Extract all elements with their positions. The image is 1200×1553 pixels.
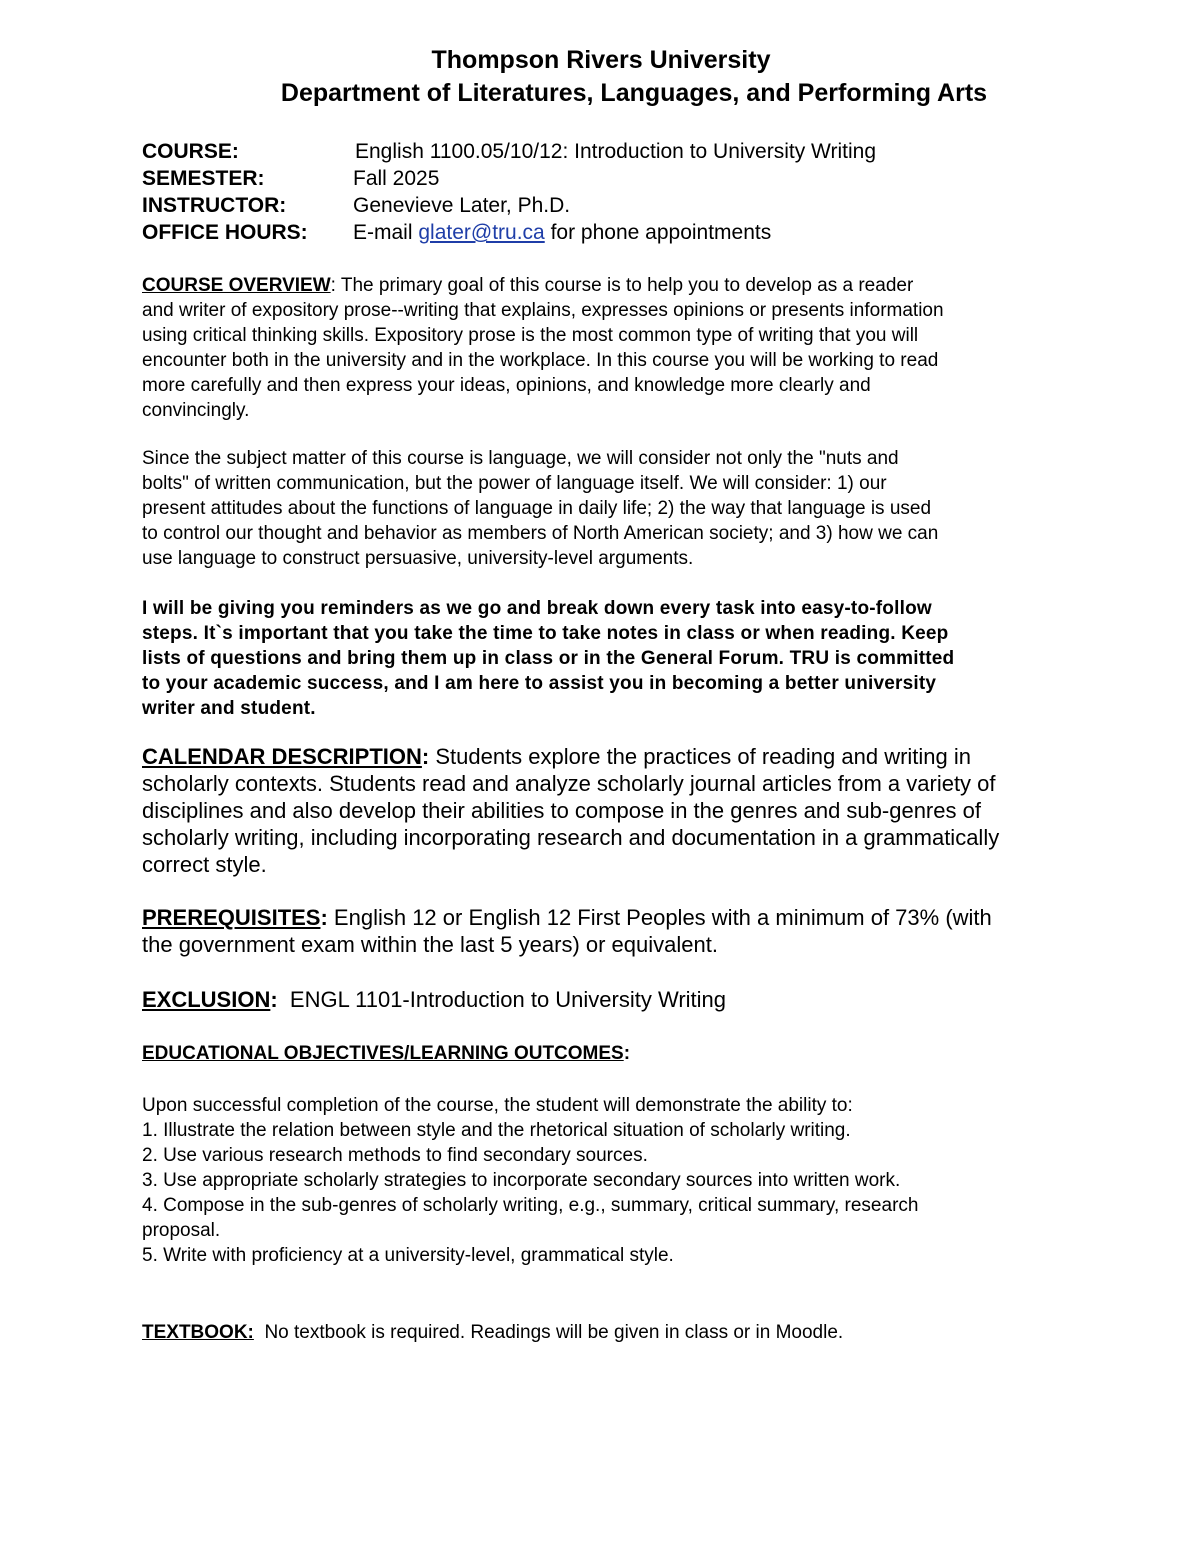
reminder-paragraph <box>142 596 1062 721</box>
list-item: 5. Write with proficiency at a university-level, grammatical style. <box>142 1245 674 1266</box>
instructor-value: Genevieve Later, Ph.D. <box>353 194 571 217</box>
paragraph-line: steps. It`s important that you take the time to take notes in class or when reading. Keep <box>142 623 949 644</box>
list-item: proposal. <box>142 1220 221 1241</box>
prerequisites-line: PREREQUISITES: English 12 or English 12 First Peoples with a minimum of 73% (with <box>142 905 992 930</box>
office-hours-label: OFFICE HOURS: <box>142 221 308 244</box>
office-hours-prefix: E-mail <box>353 221 413 244</box>
instructor-label: INSTRUCTOR: <box>142 194 287 217</box>
textbook-heading: TEXTBOOK: <box>142 1322 254 1343</box>
list-item: 1. Illustrate the relation between style and the rhetorical situation of scholarly writing. <box>142 1120 851 1141</box>
calendar-line: disciplines and also develop their abilities to compose in the genres and sub-genres of <box>142 798 981 823</box>
course-label: COURSE: <box>142 140 239 163</box>
overview-line: more carefully and then express your ideas, opinions, and knowledge more clearly and <box>142 375 871 396</box>
university-title: Thompson Rivers University <box>431 46 771 74</box>
list-item: 4. Compose in the sub-genres of scholarly writing, e.g., summary, critical summary, research <box>142 1195 919 1216</box>
exclusion-line: EXCLUSION: ENGL 1101-Introduction to University Writing <box>142 987 727 1012</box>
overview-line: convincingly. <box>142 400 250 421</box>
document-header <box>0 44 1200 110</box>
paragraph-line: writer and student. <box>142 698 316 719</box>
paragraph-line: Since the subject matter of this course is language, we will consider not only the "nuts and <box>142 448 899 469</box>
calendar-line: CALENDAR DESCRIPTION: Students explore the practices of reading and writing in <box>142 744 971 769</box>
paragraph-line: bolts" of written communication, but the power of language itself. We will consider: 1) our <box>142 473 887 494</box>
overview-heading: COURSE OVERVIEW <box>142 275 331 296</box>
course-value: English 1100.05/10/12: Introduction to University Writing <box>355 140 877 163</box>
overview-line: using critical thinking skills. Expository prose is the most common type of writing that you will <box>142 325 919 346</box>
textbook-text: No textbook is required. Readings will be given in class or in Moodle. <box>253 1322 844 1343</box>
paragraph-line: lists of questions and bring them up in class or in the General Forum. TRU is committed <box>142 648 955 669</box>
objectives-intro: Upon successful completion of the course, the student will demonstrate the ability to: <box>142 1095 853 1116</box>
semester-value: Fall 2025 <box>353 167 440 190</box>
paragraph-line: I will be giving you reminders as we go and break down every task into easy-to-follow <box>142 598 932 619</box>
office-hours-suffix: for phone appointments <box>550 221 772 244</box>
exclusion-heading: EXCLUSION <box>142 987 271 1012</box>
language-paragraph <box>142 446 1062 571</box>
course-overview-section <box>142 273 1062 423</box>
exclusion-section <box>142 986 1062 1013</box>
department-title: Department of Literatures, Languages, and Performing Arts <box>280 79 988 107</box>
prerequisites-line: the government exam within the last 5 years) or equivalent. <box>142 932 718 957</box>
paragraph-line: use language to construct persuasive, university-level arguments. <box>142 548 694 569</box>
overview-line: COURSE OVERVIEW: The primary goal of this course is to help you to develop as a reader <box>142 275 914 296</box>
calendar-heading: CALENDAR DESCRIPTION <box>142 744 422 769</box>
objectives-heading: EDUCATIONAL OBJECTIVES/LEARNING OUTCOMES <box>142 1043 624 1064</box>
instructor-email-link[interactable]: glater@tru.ca <box>418 221 545 244</box>
semester-label: SEMESTER: <box>142 167 265 190</box>
textbook-section <box>142 1320 1062 1345</box>
paragraph-line: to control our thought and behavior as members of North American society; and 3) how we can <box>142 523 939 544</box>
prerequisites-section <box>142 904 1062 958</box>
overview-line: encounter both in the university and in the workplace. In this course you will be working to read <box>142 350 939 371</box>
calendar-line: scholarly contexts. Students read and analyze scholarly journal articles from a variety of <box>142 771 996 796</box>
list-item: 3. Use appropriate scholarly strategies to incorporate secondary sources into written work. <box>142 1170 901 1191</box>
paragraph-line: to your academic success, and I am here to assist you in becoming a better university <box>142 673 937 694</box>
calendar-description-section <box>142 743 1062 878</box>
list-item: 2. Use various research methods to find secondary sources. <box>142 1145 648 1166</box>
prerequisites-heading: PREREQUISITES <box>142 905 321 930</box>
paragraph-line: present attitudes about the functions of language in daily life; 2) the way that language is used <box>142 498 932 519</box>
office-hours-value <box>353 219 771 246</box>
calendar-line: correct style. <box>142 852 267 877</box>
calendar-line: scholarly writing, including incorporating research and documentation in a grammatically <box>142 825 1000 850</box>
objectives-list <box>142 1093 1062 1268</box>
overview-line: and writer of expository prose--writing that explains, expresses opinions or presents information <box>142 300 944 321</box>
objectives-heading-row: EDUCATIONAL OBJECTIVES/LEARNING OUTCOMES: <box>142 1043 631 1064</box>
